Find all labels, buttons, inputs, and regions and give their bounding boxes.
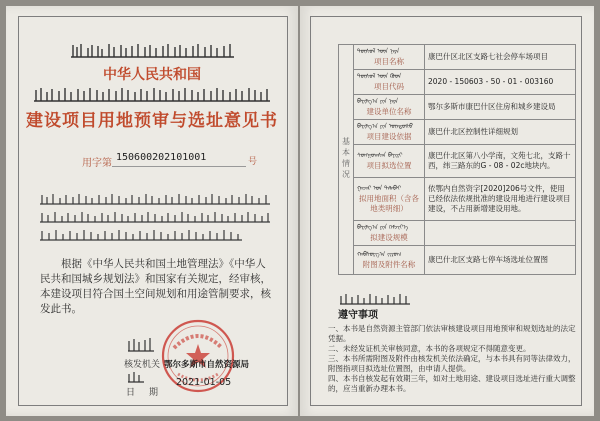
list-item: 一、本书是自然资源主管部门依法审核建设项目用地预审和规划选址的法定凭据。: [328, 324, 576, 343]
row-value-attachments: 康巴什北区支路七停车场选址位置图: [425, 246, 576, 275]
serial-underline: [112, 166, 246, 167]
issuer-label: 核发机关: [124, 360, 161, 370]
table-row: [339, 95, 576, 120]
row-label-project-code: ᠲᠥᠰᠦᠯ ᠦᠨ ᠺᠣᠳ 项目代码: [354, 70, 425, 95]
row-label-location: ᠰᠣᠩᠭᠣᠭᠰᠠᠨ ᠪᠠᠶᠢᠷᠢ 项目拟选位置: [354, 145, 425, 178]
document-title: 建设项目用地预审与选址意见书: [26, 111, 278, 131]
row-value-project-code: 2020 - 150603 - 50 - 01 - 003160: [425, 70, 576, 95]
row-label-basis: ᠪᠠᠷᠢᠯᠭ᠎ᠠ ᠶᠢᠨ ᠦᠨᠳᠦᠰᠦ 项目建设依据: [354, 120, 425, 145]
row-label-land-area: ᠭᠠᠵᠠᠷ ᠤᠨ ᠲᠠᠯᠠᠪᠠᠢ 拟用地面积（含各地类明细）: [354, 178, 425, 221]
right-page: [300, 6, 594, 416]
section-label: 基本情况: [341, 136, 351, 181]
row-value-builder: 鄂尔多斯市康巴什区住房和城乡建设局: [425, 95, 576, 120]
table-row: [339, 246, 576, 275]
row-label-project-name: ᠲᠥᠰᠦᠯ ᠦᠨ ᠨᠡᠷᠡ 项目名称: [354, 45, 425, 70]
mongolian-script-title: [32, 86, 272, 104]
table-row: [339, 145, 576, 178]
row-value-project-name: 康巴什区北区支路七社会停车场项目: [425, 45, 576, 70]
notice-list: [328, 324, 578, 394]
mongolian-script-date: [126, 370, 146, 384]
list-item: 三、本书所需附图及附件由核发机关依法确定，与本书具有同等法律效力，附图指项目拟选址位置图，由申请人提供。: [328, 354, 576, 373]
mongolian-script-issuer: [126, 336, 156, 354]
table-row: [339, 70, 576, 95]
country-title: 中华人民共和国: [103, 67, 201, 83]
serial-number: 150600202101001: [116, 152, 207, 163]
list-item: 二、未经发证机关审核同意，本书的各项规定不得随意变更。: [328, 344, 531, 353]
row-value-basis: 康巴什北区控制性详细规划: [425, 120, 576, 145]
serial-label: 用字第: [82, 158, 112, 169]
issuer-name: 鄂尔多斯市自然资源局: [164, 360, 250, 370]
mongolian-script-notice: [338, 292, 418, 306]
certificate-body-text: 根据《中华人民共和国土地管理法》《中华人民共和国城乡规划法》和国家有关规定，经审核，本建设项目符合国土空间规划和用途管制要求，核发此书。: [40, 258, 271, 315]
row-value-location: 康巴什北区第八小学南，文苑七北，支路十西，纬三路东的G - 08 - 02c地块内。: [425, 145, 576, 178]
mongolian-script-body: [38, 192, 274, 252]
serial-suffix: 号: [248, 157, 258, 167]
row-label-attachments: ᠬᠠᠪᠰᠤᠷᠭ᠎ᠠ ᠵᠢᠷᠤᠭ 附图及附件名称: [354, 246, 425, 275]
left-page: [6, 6, 298, 416]
row-value-scale: [425, 221, 576, 246]
table-row: [339, 178, 576, 221]
row-label-scale: ᠪᠠᠷᠢᠯᠭ᠎ᠠ ᠶᠢᠨ ᠬᠡᠮᠵᠢᠶ᠎ᠡ 拟建设规模: [354, 221, 425, 246]
mongolian-script-header: [68, 42, 238, 60]
date-label: 日期: [126, 388, 173, 398]
section-label-cell: [339, 45, 354, 275]
notice-title: 遵守事项: [338, 310, 378, 321]
row-label-builder: ᠪᠠᠷᠢᠯᠭ᠎ᠠ ᠶᠢᠨ ᠨᠡᠷᠡ 建设单位名称: [354, 95, 425, 120]
project-info-table: [338, 44, 576, 275]
table-row: [339, 221, 576, 246]
list-item: 四、本书自核发起有效期三年，如对土地用途、建设项目选址进行重大调整的，应当重新办理本书。: [328, 374, 576, 393]
table-row: [339, 45, 576, 70]
table-row: [339, 120, 576, 145]
issue-date: 2021-01-05: [176, 377, 232, 388]
row-value-land-area: 依鄂内自然资字[2020]206号文件，使用已经依法依规批准的建设用地进行建设项目建设，不占用新增建设用地。: [425, 178, 576, 221]
